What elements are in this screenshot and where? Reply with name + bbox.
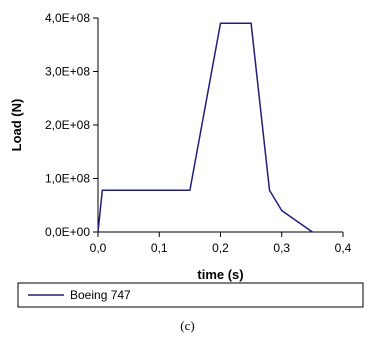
x-tick-label: 0,3	[273, 241, 291, 255]
x-tick-label: 0,4	[334, 241, 352, 255]
y-tick-label: 2,0E+08	[44, 118, 90, 132]
x-axis-title: time (s)	[197, 267, 244, 282]
y-tick-label: 3,0E+08	[44, 64, 90, 79]
x-tick-label: 0,1	[150, 241, 168, 255]
x-tick-label: 0,2	[212, 241, 229, 255]
x-tick-label: 0,0	[89, 241, 107, 255]
legend-label-boeing-747: Boeing 747	[70, 288, 131, 302]
y-tick-label: 4,0E+08	[44, 11, 90, 25]
y-tick-label: 0,0E+00	[44, 225, 90, 239]
figure-caption: (c)	[180, 318, 195, 333]
y-axis-title: Load (N)	[9, 98, 24, 152]
plot-area	[98, 18, 343, 232]
y-tick-label: 1,0E+08	[44, 171, 90, 186]
